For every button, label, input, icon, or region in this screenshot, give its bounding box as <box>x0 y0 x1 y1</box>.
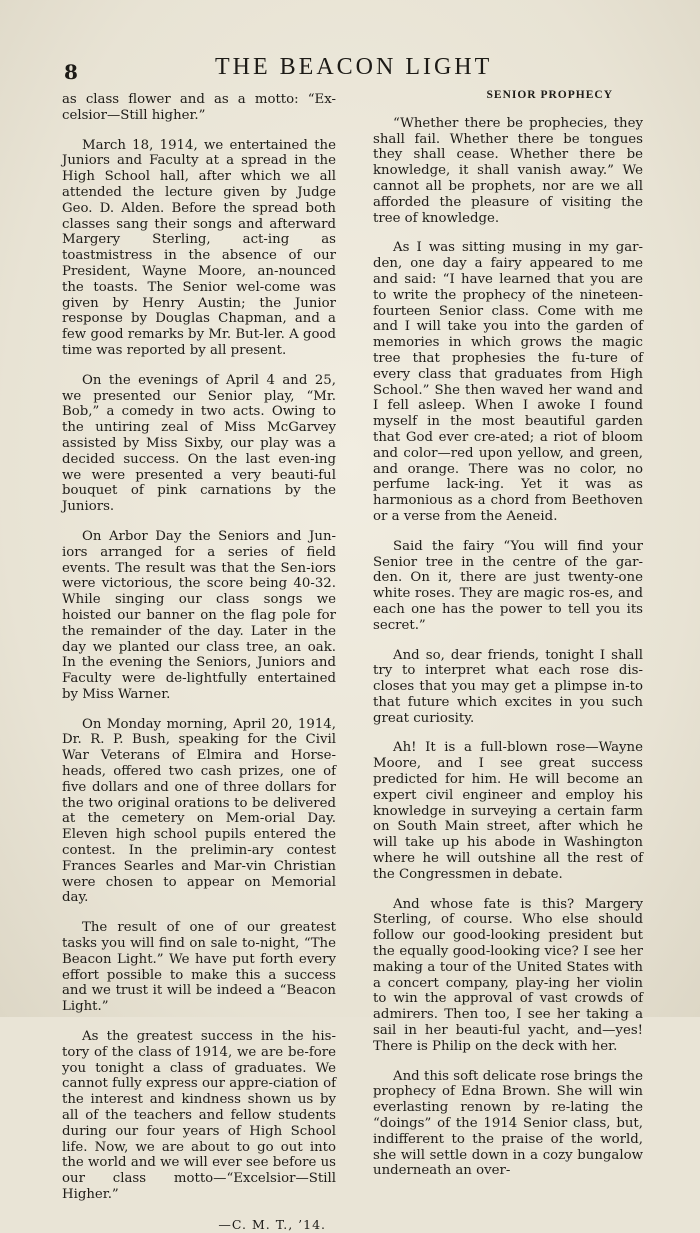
paragraph: On Arbor Day the Seniors and Jun-iors arranged for a series of field events. The result was that the Sen-iors were victorious, the score being 40-32. While singing our class songs we hoisted our banner on the flag pole for the remainder of the day. Later in the day we planted our class tree, an oak. In the evening the Seniors, Juniors and Faculty were de-lightfully entertained by Miss Warner. <box>62 528 336 702</box>
paragraph: As the greatest success in the his-tory of the class of 1914, we are be-fore you tonight a class of graduates. We cannot fully express our appre-ciation of the interest and kindness shown us by all of the teachers and fellow students during our four years of High School life. Now, we are about to go out into the world and we will ever see before us our class motto—“Excelsior—Still Higher.” <box>62 1029 336 1202</box>
left-column <box>62 92 336 1233</box>
page-title: THE BEACON LIGHT <box>215 54 493 80</box>
author-signature: —C. M. T., ’14. <box>218 1216 326 1232</box>
section-heading: SENIOR PROPHECY <box>486 89 613 101</box>
paragraph: March 18, 1914, we entertained the Juniors and Faculty at a spread in the High School hall, after which we all attended the lecture given by Judge Geo. D. Alden. Before the spread both classes sang their songs and afterward Margery Sterling, act-ing as toastmistress in the absence of our President, Wayne Moore, an-nounced the toasts. The Senior wel-come was given by Henry Austin; the Junior response by Douglas Chapman, and a few good remarks by Mr. But-ler. A good time was reported by all present. <box>62 137 336 358</box>
paragraph: And so, dear friends, tonight I shall try to interpret what each rose dis-closes that you may get a plimpse in-to that future which excites in you such great curiosity. <box>373 647 643 726</box>
paragraph: And whose fate is this? Margery Sterling, of course. Who else should follow our good-looking president but the equally good-looking vice? I see her making a tour of the United States with a concert company, play-ing her violin to win the approval of vast crowds of admirers. Then too, I see her taking a sail in her beauti-ful yacht, and—yes! There is Philip on the deck with her. <box>373 896 643 1054</box>
right-column <box>373 88 643 1193</box>
paragraph: As I was sitting musing in my gar-den, one day a fairy appeared to me and said: “I have learned that you are to write the prophecy of the nineteen-fourteen Senior class. Come with me and I will take you into the garden of memories in which grows the magic tree that prophesies the fu-ture of every class that graduates from High School.” She then waved her wand and I fell asleep. When I awoke I found myself in the most beautiful garden that God ever cre-ated; a riot of bloom and color—red upon yellow, and green, and orange. There was no color, no perfume lack-ing. Yet it was as harmonious as a chord from Beethoven or a verse from the Aeneid. <box>373 240 643 524</box>
paragraph: “Whether there be prophecies, they shall fail. Whether there be tongues they shall cease. Whether there be knowledge, it shall vanish away.” We cannot all be prophets, nor are we all afforded the pleasure of visiting the tree of knowledge. <box>373 115 643 226</box>
paragraph: as class flower and as a motto: “Ex-celsior—Still higher.” <box>62 92 336 123</box>
paragraph: Said the fairy “You will find your Senior tree in the centre of the gar-den. On it, there are just twenty-one white roses. They are magic ros-es, and each one has the power to tell you its secret.” <box>373 538 643 633</box>
paragraph: And this soft delicate rose brings the prophecy of Edna Brown. She will win everlasting renown by re-lating the “doings” of the 1914 Senior class, but, indifferent to the praise of the world, she will settle down in a cozy bungalow underneath an over- <box>373 1068 643 1179</box>
paragraph: On Monday morning, April 20, 1914, Dr. R. P. Bush, speaking for the Civil War Veterans of Elmira and Horse-heads, offered two cash prizes, one of five dollars and one of three dollars for the two original orations to be delivered at the cemetery on Mem-orial Day. Eleven high school pupils entered the contest. In the prelimin-ary contest Frances Searles and Mar-vin Christian were chosen to appear on Memorial day. <box>62 716 336 906</box>
paragraph: On the evenings of April 4 and 25, we presented our Senior play, “Mr. Bob,” a comedy in two acts. Owing to the untiring zeal of Miss McGarvey assisted by Miss Sixby, our play was a decided success. On the last even-ing we were presented a very beauti-ful bouquet of pink carnations by the Juniors. <box>62 372 336 515</box>
paragraph: Ah! It is a full-blown rose—Wayne Moore, and I see great success predicted for him. He will become an expert civil engineer and employ his knowledge in surveying a certain farm on South Main street, after which he will take up his abode in Washington where he will outshine all the rest of the Congressmen in debate. <box>373 740 643 882</box>
page-header <box>60 50 660 86</box>
paragraph: The result of one of our greatest tasks you will find on sale to-night, “The Beacon Light.” We have put forth every effort possible to make this a success and we trust it will be indeed a “Beacon Light.” <box>62 920 336 1015</box>
page-number: 8 <box>64 60 78 84</box>
